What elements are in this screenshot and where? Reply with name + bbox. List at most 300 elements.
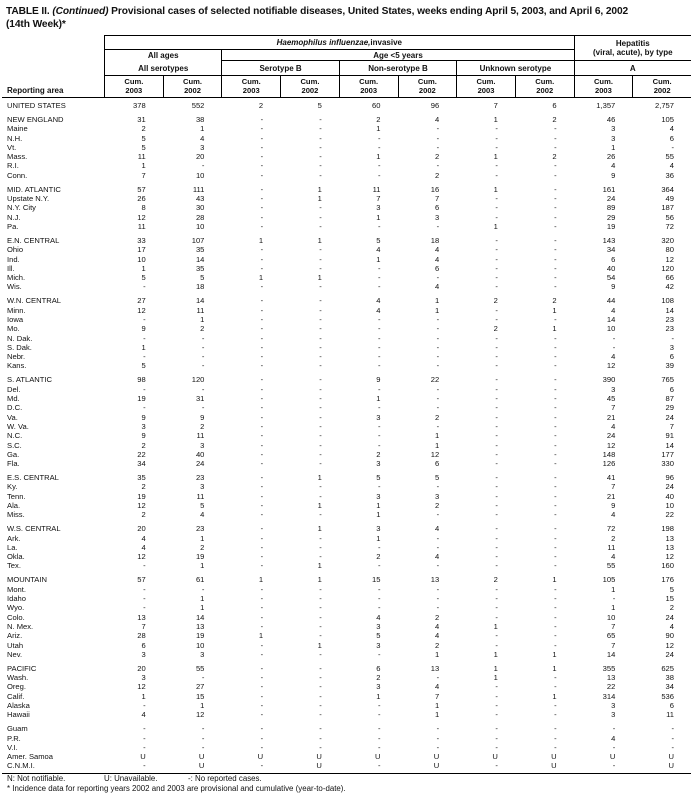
value-cell: 6 xyxy=(669,384,674,394)
value-cell: 1 xyxy=(317,640,322,650)
value-cell: - xyxy=(495,161,498,171)
value-cell: U xyxy=(257,752,264,762)
col-group-haemophilus xyxy=(104,35,574,50)
table-row xyxy=(2,385,691,394)
reporting-area-cell: E.S. CENTRAL xyxy=(7,473,59,483)
value-cell: - xyxy=(495,342,498,352)
value-cell: - xyxy=(495,459,498,469)
value-cell: - xyxy=(495,133,498,143)
value-cell: 2 xyxy=(200,324,205,334)
value-cell: - xyxy=(554,682,557,692)
value-cell: - xyxy=(495,352,498,362)
value-cell: 107 xyxy=(191,235,205,245)
value-cell: 4 xyxy=(141,710,146,720)
value-cell: 11 xyxy=(666,710,674,720)
value-cell: - xyxy=(377,482,381,492)
value-cell: 20 xyxy=(137,663,146,673)
value-cell: 9 xyxy=(200,412,205,422)
value-cell: - xyxy=(554,542,557,552)
value-cell: 3 xyxy=(611,701,616,710)
value-cell: - xyxy=(260,403,264,413)
value-cell: - xyxy=(495,742,498,752)
value-cell: 12 xyxy=(430,449,440,459)
value-cell: 14 xyxy=(195,612,205,622)
value-cell: - xyxy=(377,594,381,604)
value-cell: - xyxy=(495,431,498,441)
value-cell: 120 xyxy=(661,263,674,273)
value-cell: - xyxy=(260,621,264,631)
value-cell: U xyxy=(198,752,205,762)
value-cell: - xyxy=(377,542,381,552)
value-cell: - xyxy=(671,733,674,743)
value-cell: - xyxy=(436,352,440,362)
value-cell: - xyxy=(495,594,498,604)
value-cell: - xyxy=(319,170,322,180)
value-cell: - xyxy=(319,142,322,152)
table-row xyxy=(2,724,691,733)
value-cell: 24 xyxy=(665,482,674,492)
value-cell: - xyxy=(377,733,381,743)
value-cell: 4 xyxy=(376,612,381,622)
value-cell: 1 xyxy=(200,594,205,604)
value-cell: - xyxy=(554,584,557,594)
value-cell: U xyxy=(492,752,498,762)
table-body xyxy=(2,98,691,774)
table-row xyxy=(2,441,691,450)
value-cell: - xyxy=(260,352,264,362)
reporting-area-cell: MOUNTAIN xyxy=(7,575,47,585)
table-row xyxy=(2,194,691,203)
value-cell: 4 xyxy=(611,305,616,315)
value-cell: 61 xyxy=(195,575,205,585)
value-cell: - xyxy=(436,421,440,431)
value-cell: 2,757 xyxy=(654,101,674,110)
value-cell: - xyxy=(495,682,498,692)
value-cell: 11 xyxy=(196,431,205,441)
col-group-hepatitis-a: A xyxy=(574,61,691,76)
value-cell: - xyxy=(377,263,381,273)
value-cell: - xyxy=(436,403,440,413)
value-cell: 1 xyxy=(434,305,440,315)
value-cell: 19 xyxy=(137,491,146,501)
value-cell: - xyxy=(377,273,381,283)
value-cell: 3 xyxy=(200,142,205,152)
value-cell: 1 xyxy=(317,575,322,585)
value-cell: 4 xyxy=(434,631,440,641)
value-cell: 111 xyxy=(192,184,205,194)
value-cell: - xyxy=(260,584,264,594)
value-cell: 16 xyxy=(430,184,440,194)
haemophilus-rest-label: invasive xyxy=(370,38,402,47)
cum-header: Cum. 2002 xyxy=(515,76,574,97)
value-cell: 314 xyxy=(602,691,616,701)
footnote-legend xyxy=(2,774,691,785)
value-cell: 10 xyxy=(195,640,205,650)
value-cell: 1 xyxy=(552,663,557,673)
reporting-area-cell: Va. xyxy=(7,412,18,422)
value-cell: 13 xyxy=(195,621,205,631)
value-cell: 1 xyxy=(141,691,146,701)
value-cell: - xyxy=(495,524,498,534)
value-cell: - xyxy=(260,673,264,683)
value-cell: - xyxy=(260,305,264,315)
value-cell: - xyxy=(260,510,264,520)
table-row xyxy=(2,450,691,459)
value-cell: - xyxy=(495,733,498,743)
value-cell: - xyxy=(260,263,264,273)
value-cell: 29 xyxy=(665,403,674,413)
value-cell: - xyxy=(319,682,322,692)
value-cell: 3 xyxy=(611,710,616,720)
table-row xyxy=(2,543,691,552)
value-cell: - xyxy=(495,194,498,204)
value-cell: - xyxy=(436,482,440,492)
value-cell: 4 xyxy=(611,161,616,171)
value-cell: 105 xyxy=(602,575,616,585)
value-cell: - xyxy=(319,114,322,124)
value-cell: 1 xyxy=(258,235,264,245)
value-cell: 1 xyxy=(200,314,205,324)
value-cell: - xyxy=(377,603,381,613)
table-row xyxy=(2,752,691,761)
value-cell: 1 xyxy=(200,124,205,134)
value-cell: 96 xyxy=(430,101,440,110)
page-title xyxy=(2,6,691,19)
value-cell: 1 xyxy=(611,584,616,594)
value-cell: - xyxy=(319,603,322,613)
value-cell: - xyxy=(554,133,557,143)
reporting-area-header: Reporting area xyxy=(7,86,64,95)
value-cell: - xyxy=(319,691,322,701)
reporting-area-cell: N. Dak. xyxy=(7,333,33,343)
value-cell: U xyxy=(198,761,205,771)
value-cell: - xyxy=(554,194,557,204)
table-row xyxy=(2,413,691,422)
value-cell: 320 xyxy=(661,235,674,245)
value-cell: 31 xyxy=(137,114,146,124)
value-cell: 6 xyxy=(434,459,440,469)
value-cell: 6 xyxy=(669,701,674,710)
value-cell: 4 xyxy=(611,552,616,562)
value-cell: 2 xyxy=(552,152,557,162)
value-cell: 198 xyxy=(661,524,674,534)
value-cell: 2 xyxy=(141,482,146,492)
value-cell: 1 xyxy=(493,152,498,162)
value-cell: 6 xyxy=(669,352,674,362)
value-cell: 4 xyxy=(200,133,205,143)
value-cell: - xyxy=(319,324,322,334)
value-cell: - xyxy=(554,375,557,385)
table-row xyxy=(2,552,691,561)
value-cell: U xyxy=(375,752,381,762)
value-cell: - xyxy=(260,552,264,562)
value-cell: - xyxy=(260,394,264,404)
table-row xyxy=(2,296,691,305)
page-title-line2 xyxy=(2,19,691,32)
reporting-area-cell: Oreg. xyxy=(7,682,26,692)
value-cell: 2 xyxy=(434,170,440,180)
value-cell: 18 xyxy=(195,282,205,292)
reporting-area-cell: Mass. xyxy=(7,152,28,162)
value-cell: - xyxy=(671,333,674,343)
value-cell: 24 xyxy=(195,459,205,469)
value-cell: 23 xyxy=(665,324,674,334)
value-cell: - xyxy=(436,594,440,604)
value-cell: 3 xyxy=(611,133,616,143)
value-cell: - xyxy=(377,431,381,441)
value-cell: - xyxy=(554,603,557,613)
reporting-area-cell: Nebr. xyxy=(7,352,26,362)
value-cell: 30 xyxy=(195,203,205,213)
value-cell: 2 xyxy=(669,603,674,613)
reporting-area-cell: S. ATLANTIC xyxy=(7,375,53,385)
value-cell: - xyxy=(201,342,205,352)
value-cell: 2 xyxy=(493,296,498,306)
value-cell: - xyxy=(260,124,264,134)
table-row xyxy=(2,203,691,212)
col-group-all-ages: All ages xyxy=(104,50,221,61)
value-cell: - xyxy=(201,361,205,371)
value-cell: 2 xyxy=(434,612,440,622)
value-cell: - xyxy=(612,761,616,771)
value-cell: - xyxy=(319,673,322,683)
value-cell: 7 xyxy=(434,194,440,204)
value-cell: - xyxy=(495,403,498,413)
reporting-area-cell: Tenn. xyxy=(7,491,26,501)
value-cell: 91 xyxy=(665,431,674,441)
value-cell: - xyxy=(495,263,498,273)
value-cell: 5 xyxy=(669,584,674,594)
table-row xyxy=(2,585,691,594)
value-cell: 28 xyxy=(137,631,146,641)
reporting-area-cell: Ill. xyxy=(7,263,15,273)
value-cell: 1 xyxy=(434,431,440,441)
value-cell: 2 xyxy=(258,101,264,110)
value-cell: - xyxy=(377,161,381,171)
value-cell: - xyxy=(319,742,322,752)
table-row xyxy=(2,143,691,152)
value-cell: - xyxy=(319,612,322,622)
value-cell: - xyxy=(554,124,557,134)
value-cell: 55 xyxy=(665,152,674,162)
value-cell: 40 xyxy=(606,263,616,273)
value-cell: 57 xyxy=(137,184,146,194)
cum-header: Cum. 2002 xyxy=(280,76,339,97)
value-cell: - xyxy=(260,375,264,385)
reporting-area-cell: R.I. xyxy=(7,161,19,171)
value-cell: 1 xyxy=(141,342,146,352)
value-cell: U xyxy=(316,761,322,771)
value-cell: - xyxy=(319,375,322,385)
value-cell: 1 xyxy=(317,184,322,194)
value-cell: 60 xyxy=(372,101,381,110)
value-cell: - xyxy=(495,212,498,222)
value-cell: 17 xyxy=(137,245,146,255)
value-cell: 36 xyxy=(665,170,674,180)
value-cell: - xyxy=(143,384,146,394)
value-cell: - xyxy=(495,375,498,385)
value-cell: 1 xyxy=(376,124,381,134)
value-cell: 20 xyxy=(195,152,205,162)
value-cell: - xyxy=(495,710,498,720)
value-cell: U xyxy=(316,752,322,762)
value-cell: 4 xyxy=(434,682,440,692)
value-cell: 2 xyxy=(376,673,381,683)
value-cell: - xyxy=(436,273,440,283)
table-row xyxy=(2,459,691,468)
value-cell: - xyxy=(319,510,322,520)
value-cell: - xyxy=(436,673,440,683)
value-cell: 2 xyxy=(376,552,381,562)
value-cell: 27 xyxy=(195,682,205,692)
value-cell: - xyxy=(377,761,381,771)
value-cell: 1 xyxy=(317,235,322,245)
value-cell: - xyxy=(319,403,322,413)
value-cell: - xyxy=(319,254,322,264)
value-cell: 89 xyxy=(606,203,616,213)
value-cell: - xyxy=(143,733,146,743)
value-cell: 3 xyxy=(141,421,146,431)
reporting-area-cell: Del. xyxy=(7,384,21,394)
value-cell: 7 xyxy=(141,621,146,631)
value-cell: 28 xyxy=(195,212,205,222)
title-week: (14th Week)* xyxy=(6,18,66,30)
table-row xyxy=(2,282,691,291)
value-cell: - xyxy=(201,584,205,594)
value-cell: 1 xyxy=(258,273,264,283)
value-cell: - xyxy=(495,440,498,450)
value-cell: 90 xyxy=(665,631,674,641)
value-cell: - xyxy=(436,361,440,371)
value-cell: 5 xyxy=(317,101,322,110)
value-cell: 2 xyxy=(434,501,440,510)
reporting-area-cell: Ky. xyxy=(7,482,18,492)
value-cell: - xyxy=(260,533,264,543)
table-row xyxy=(2,664,691,673)
value-cell: - xyxy=(377,710,381,720)
value-cell: 7 xyxy=(611,482,616,492)
value-cell: - xyxy=(495,552,498,562)
reporting-area-cell: Colo. xyxy=(7,612,25,622)
table-row xyxy=(2,613,691,622)
reporting-area-cell: Md. xyxy=(7,394,20,404)
value-cell: 22 xyxy=(430,375,440,385)
value-cell: - xyxy=(319,333,322,343)
value-cell: 1 xyxy=(317,194,322,204)
value-cell: 12 xyxy=(137,682,146,692)
reporting-area-cell: NEW ENGLAND xyxy=(7,114,64,124)
value-cell: - xyxy=(319,733,322,743)
value-cell: 364 xyxy=(661,184,674,194)
reporting-area-cell: Pa. xyxy=(7,221,19,231)
reporting-area-cell: S.C. xyxy=(7,440,22,450)
value-cell: 5 xyxy=(141,142,146,152)
value-cell: - xyxy=(319,631,322,641)
value-cell: 1 xyxy=(141,263,146,273)
value-cell: - xyxy=(260,640,264,650)
value-cell: 7 xyxy=(493,101,498,110)
legend-no-reported-cases: -: No reported cases. xyxy=(188,773,262,783)
value-cell: - xyxy=(554,342,557,352)
reporting-area-cell: Miss. xyxy=(7,510,25,520)
value-cell: - xyxy=(436,584,440,594)
value-cell: 24 xyxy=(665,649,674,659)
value-cell: 2 xyxy=(141,124,146,134)
value-cell: - xyxy=(554,733,557,743)
value-cell: - xyxy=(554,631,557,641)
value-cell: - xyxy=(143,603,146,613)
table-row xyxy=(2,534,691,543)
value-cell: - xyxy=(554,384,557,394)
value-cell: - xyxy=(495,491,498,501)
value-cell: - xyxy=(377,133,381,143)
value-cell: - xyxy=(260,221,264,231)
cum-header: Cum. 2003 xyxy=(339,76,398,97)
value-cell: - xyxy=(554,361,557,371)
value-cell: - xyxy=(554,314,557,324)
reporting-area-cell: Upstate N.Y. xyxy=(7,194,50,204)
value-cell: - xyxy=(260,212,264,222)
value-cell: 12 xyxy=(665,254,674,264)
table-row xyxy=(2,352,691,361)
reporting-area-cell: Alaska xyxy=(7,701,30,710)
value-cell: 4 xyxy=(434,254,440,264)
value-cell: - xyxy=(319,542,322,552)
value-cell: - xyxy=(260,649,264,659)
value-cell: 1 xyxy=(200,701,205,710)
value-cell: - xyxy=(319,459,322,469)
value-cell: 6 xyxy=(669,133,674,143)
value-cell: - xyxy=(554,673,557,683)
value-cell: 9 xyxy=(141,431,146,441)
value-cell: - xyxy=(319,133,322,143)
value-cell: 35 xyxy=(137,473,146,483)
value-cell: 11 xyxy=(137,152,146,162)
value-cell: 2 xyxy=(141,510,146,520)
value-cell: 22 xyxy=(606,682,616,692)
value-cell: - xyxy=(554,421,557,431)
value-cell: 3 xyxy=(376,412,381,422)
value-cell: - xyxy=(554,491,557,501)
value-cell: - xyxy=(260,114,264,124)
value-cell: 1 xyxy=(552,324,557,334)
value-cell: 1 xyxy=(376,533,381,543)
value-cell: 1 xyxy=(317,473,322,483)
hepatitis-label-line1: Hepatitis xyxy=(615,39,650,48)
value-cell: 26 xyxy=(606,152,616,162)
value-cell: 24 xyxy=(606,431,616,441)
value-cell: - xyxy=(495,473,498,483)
reporting-area-cell: Utah xyxy=(7,640,24,650)
col-group-unknown-serotype: Unknown serotype xyxy=(456,61,573,76)
value-cell: - xyxy=(612,342,616,352)
value-cell: - xyxy=(554,394,557,404)
value-cell: - xyxy=(377,221,381,231)
value-cell: 12 xyxy=(137,552,146,562)
value-cell: - xyxy=(260,282,264,292)
value-cell: 5 xyxy=(434,473,440,483)
table-row xyxy=(2,152,691,161)
value-cell: 3 xyxy=(141,649,146,659)
value-cell: 1 xyxy=(493,221,498,231)
value-cell: - xyxy=(260,361,264,371)
table-row xyxy=(2,171,691,180)
value-cell: 7 xyxy=(611,621,616,631)
reporting-area-cell: Amer. Samoa xyxy=(7,752,54,762)
value-cell: 1,357 xyxy=(596,101,616,110)
value-cell: - xyxy=(319,412,322,422)
reporting-area-cell: Ga. xyxy=(7,449,20,459)
